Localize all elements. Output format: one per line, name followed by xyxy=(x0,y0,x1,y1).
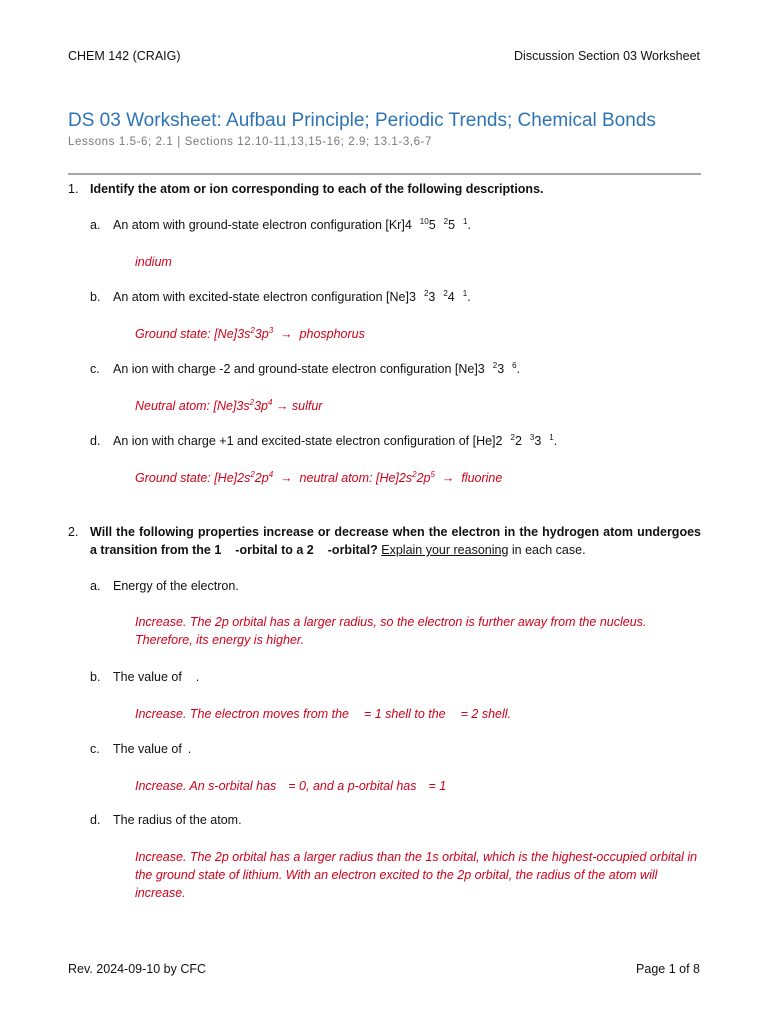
q1-part-a-text: An atom with ground-state electron configuration [Kr]4 $^{10}$5 $^2$5 $^1$. xyxy=(113,217,471,232)
q1-part-d-letter: d. xyxy=(90,434,101,448)
footer-page-number: Page 1 of 8 xyxy=(636,962,700,976)
page-title: DS 03 Worksheet: Aufbau Principle; Periodic Trends; Chemical Bonds xyxy=(68,110,656,131)
q2-part-b-text: The value of . xyxy=(113,670,200,684)
q1-part-d-answer: Ground state: $[He]2s^22p^4$ → neutral atom: $[He]2s^22p^5$ → fluorine xyxy=(135,470,503,485)
footer-revision: Rev. 2024-09-10 by CFC xyxy=(68,962,207,976)
q1-part-c-text: An ion with charge -2 and ground-state electron configuration [Ne]3 $^2$3 $^6$. xyxy=(113,361,521,376)
q2-part-c-letter: c. xyxy=(90,742,100,756)
q1-part-b-answer: Ground state: $[Ne]3s^23p^3$ → phosphorus xyxy=(135,326,365,341)
q1-part-c-letter: c. xyxy=(90,362,100,376)
q1-part-d-text: An ion with charge +1 and excited-state electron configuration of [He]2 $^2$2 $^3$3 $^1$. xyxy=(113,433,558,448)
question-1-number: 1. xyxy=(68,182,79,196)
q2-part-d-answer: Increase. The 2p orbital has a larger radius than the 1s orbital, which is the highest-occupied orbital in the ground state of lithium. With an electron excited to the 2p orbital, the radius of the atom will increase. xyxy=(135,850,698,900)
q1-part-b-letter: b. xyxy=(90,290,101,304)
header-worksheet: Discussion Section 03 Worksheet xyxy=(514,49,700,63)
q2-part-a-letter: a. xyxy=(90,579,101,593)
question-1-text: Identify the atom or ion corresponding to each of the following descriptions. xyxy=(90,182,544,196)
q2-part-c-answer: Increase. An s-orbital has = 0, and a p-orbital has = 1 xyxy=(135,779,447,793)
q2-part-d-letter: d. xyxy=(90,813,101,827)
q2-part-b-letter: b. xyxy=(90,670,101,684)
q1-part-b-text: An atom with excited-state electron configuration [Ne]3 $^2$3 $^2$4 $^1$. xyxy=(113,289,471,304)
q2-part-d-text: The radius of the atom. xyxy=(113,813,242,827)
q1-part-c-answer: Neutral atom: $[Ne]3s^23p^4$ → sulfur xyxy=(135,398,323,413)
header-course: CHEM 142 (CRAIG) xyxy=(68,49,181,63)
question-2-text: Will the following properties increase or decrease when the electron in the hydrogen atom undergoes a transition from the 1 -orbital to a 2 -orbital? Explain your reasoning in each case. xyxy=(90,525,701,557)
page-subtitle: Lessons 1.5-6; 2.1 | Sections 12.10-11,13,15-16; 2.9; 13.1-3,6-7 xyxy=(68,136,433,148)
q2-part-b-answer: Increase. The electron moves from the = 1 shell to the = 2 shell. xyxy=(135,707,512,721)
q2-part-c-text: The value of . xyxy=(113,742,192,756)
title-divider xyxy=(68,173,701,175)
question-2-number: 2. xyxy=(68,525,79,539)
q1-part-a-answer: indium xyxy=(135,255,172,269)
q2-part-a-answer: Increase. The 2p orbital has a larger radius, so the electron is further away from the nucleus. Therefore, its energy is higher. xyxy=(135,615,647,647)
q1-part-a-letter: a. xyxy=(90,218,101,232)
q2-part-a-text: Energy of the electron. xyxy=(113,579,239,593)
